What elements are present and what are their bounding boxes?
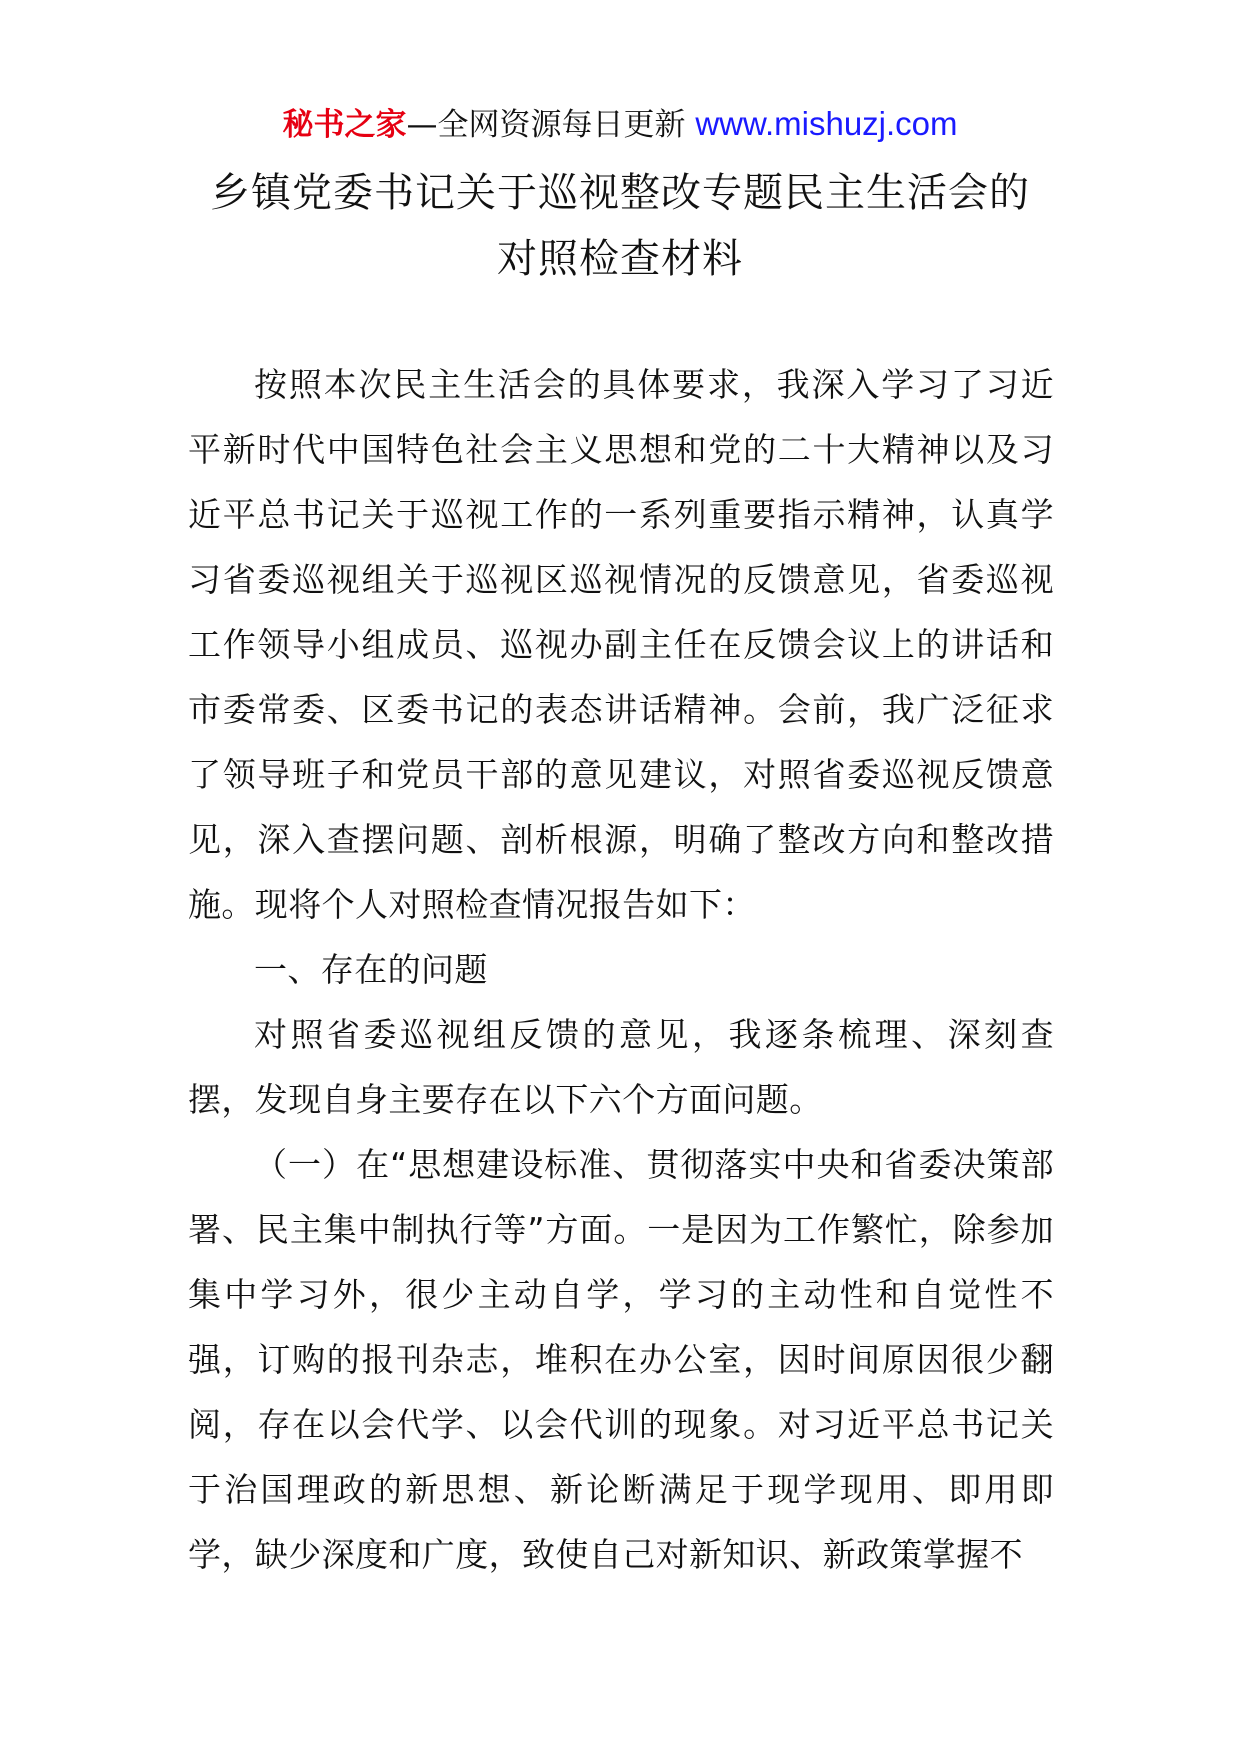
section-heading-problems: 一、存在的问题	[254, 950, 488, 989]
problem-1-paragraph: （一）在“思想建设标准、贯彻落实中央和省委决策部署、民主集中制执行等”方面。一是因为工作繁忙，除参加集中学习外，很少主动自学，学习的主动性和自觉性不强，订购的报刊杂志，堆积在办公室，因时间原因很少翻阅，存在以会代学、以会代训的现象。对习近平总书记关于治国理政的新思想、新论断满足于现学现用、即用即学，缺少深度和广度，致使自己对新知识、新政策掌握不	[188, 1145, 1054, 1574]
site-url-link[interactable]: www.mishuzj.com	[695, 105, 958, 142]
header-slogan: —全网资源每日更新	[406, 107, 696, 143]
document-title	[0, 160, 1240, 292]
intro-paragraph: 按照本次民主生活会的具体要求，我深入学习了习近平新时代中国特色社会主义思想和党的二十大精神以及习近平总书记关于巡视工作的一系列重要指示精神，认真学习省委巡视组关于巡视区巡视情况的反馈意见，省委巡视工作领导小组成员、巡视办副主任在反馈会议上的讲话和市委常委、区委书记的表态讲话精神。会前，我广泛征求了领导班子和党员干部的意见建议，对照省委巡视反馈意见，深入查摆问题、剖析根源，明确了整改方向和整改措施。现将个人对照检查情况报告如下：	[188, 365, 1054, 924]
problems-intro-paragraph: 对照省委巡视组反馈的意见，我逐条梳理、深刻查摆，发现自身主要存在以下六个方面问题。	[188, 1015, 1054, 1119]
site-header	[0, 100, 1240, 149]
document-body	[188, 352, 1054, 1587]
title-line-1: 乡镇党委书记关于巡视整改专题民主生活会的	[210, 170, 1030, 216]
brand-name: 秘书之家	[282, 107, 407, 143]
title-line-2: 对照检查材料	[497, 236, 743, 282]
